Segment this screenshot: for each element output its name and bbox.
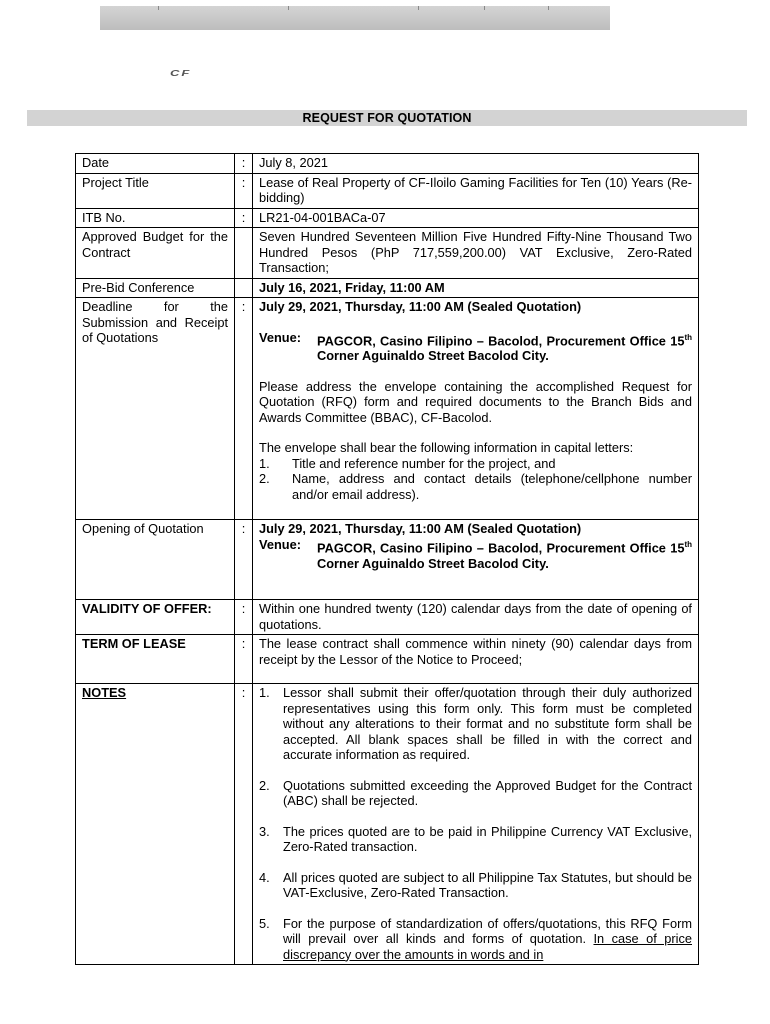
list-item: 1. Lessor shall submit their offer/quotation through their duly authorized representatives using this form only. This form must be completed without any alterations to their format and no substitute form shall be accepted. All blank spaces shall be filled in with the correct and accurate information as required. (259, 685, 692, 763)
opening-date: July 29, 2021, Thursday, 11:00 AM (Sealed Quotation) (259, 521, 582, 537)
header-bar (100, 6, 610, 30)
list-item: 1. Title and reference number for the project, and (259, 455, 556, 471)
label-itb-no: ITB No. (76, 208, 235, 228)
header-tick (288, 6, 289, 10)
venue-label: Venue: (259, 329, 301, 345)
list-item: 2. Name, address and contact details (telephone/cellphone number and/or email address). (259, 471, 692, 502)
value-deadline (253, 298, 699, 520)
label-deadline: Deadline for the Submission and Receipt of Quotations (76, 298, 235, 520)
header-tick (158, 6, 159, 10)
colon: : (235, 173, 253, 208)
row-notes (76, 684, 699, 965)
colon: : (235, 298, 253, 520)
list-item: 5. For the purpose of standardization of offers/quotations, this RFQ Form will prevail over all kinds and forms of quotation. In case of price discrepancy over the amounts in words and in (259, 915, 692, 962)
row-opening (76, 520, 699, 600)
value-opening (253, 520, 699, 600)
envelope-info-list (259, 456, 692, 503)
list-item: 3. The prices quoted are to be paid in Philippine Currency VAT Exclusive, Zero-Rated transaction. (259, 823, 692, 855)
colon-empty (235, 278, 253, 298)
logo-fragment: CF (170, 69, 192, 78)
rfq-table (75, 153, 699, 965)
label-notes: NOTES (76, 684, 235, 965)
document-title: REQUEST FOR QUOTATION (302, 111, 472, 125)
colon: : (235, 154, 253, 174)
value-abc: Seven Hundred Seventeen Million Five Hundred Fifty-Nine Thousand Two Hundred Pesos (PhP 717,559,200.00) VAT Exclusive, Zero-Rated Transaction; (253, 228, 699, 279)
label-prebid: Pre-Bid Conference (76, 278, 235, 298)
value-notes (253, 684, 699, 965)
value-validity: Within one hundred twenty (120) calendar days from the date of opening of quotations. (253, 600, 699, 635)
colon: : (235, 520, 253, 600)
label-date: Date (76, 154, 235, 174)
row-deadline (76, 298, 699, 520)
header-tick (548, 6, 549, 10)
colon: : (235, 635, 253, 684)
colon: : (235, 600, 253, 635)
colon: : (235, 684, 253, 965)
list-item: 2. Quotations submitted exceeding the Approved Budget for the Contract (ABC) shall be rejected. (259, 777, 692, 809)
value-itb-no: LR21-04-001BACa-07 (253, 208, 699, 228)
venue-label: Venue: (259, 536, 301, 552)
header-tick (484, 6, 485, 10)
label-opening: Opening of Quotation (76, 520, 235, 600)
title-band (27, 110, 747, 126)
venue-text: PAGCOR, Casino Filipino – Bacolod, Procurement Office 15th Corner Aguinaldo Street Bacolod City. (317, 332, 692, 364)
label-validity: VALIDITY OF OFFER: (76, 600, 235, 635)
label-term: TERM OF LEASE (76, 635, 235, 684)
envelope-instruction: Please address the envelope containing the accomplished Request for Quotation (RFQ) form and required documents to the Branch Bids and Awards Committee (BBAC), CF-Bacolod. (259, 378, 692, 425)
list-item: 4. All prices quoted are subject to all Philippine Tax Statutes, but should be VAT-Exclusive, Zero-Rated Transaction. (259, 869, 692, 901)
row-project-title (76, 173, 699, 208)
value-term: The lease contract shall commence within ninety (90) calendar days from receipt by the Lessor of the Notice to Proceed; (253, 635, 699, 684)
row-validity (76, 600, 699, 635)
label-project-title: Project Title (76, 173, 235, 208)
deadline-venue (259, 330, 692, 364)
header-tick (418, 6, 419, 10)
row-term (76, 635, 699, 684)
opening-venue (259, 537, 692, 571)
value-prebid: July 16, 2021, Friday, 11:00 AM (253, 278, 699, 298)
row-abc (76, 228, 699, 279)
envelope-info-intro: The envelope shall bear the following information in capital letters: (259, 440, 634, 456)
colon: : (235, 208, 253, 228)
notes-list (259, 685, 692, 962)
deadline-date: July 29, 2021, Thursday, 11:00 AM (Sealed Quotation) (259, 299, 582, 314)
value-date: July 8, 2021 (253, 154, 699, 174)
venue-text: PAGCOR, Casino Filipino – Bacolod, Procurement Office 15th Corner Aguinaldo Street Bacolod City. (317, 539, 692, 571)
colon-empty (235, 228, 253, 279)
label-abc: Approved Budget for the Contract (76, 228, 235, 279)
row-date (76, 154, 699, 174)
row-prebid (76, 278, 699, 298)
value-project-title: Lease of Real Property of CF-Iloilo Gaming Facilities for Ten (10) Years (Re-bidding) (253, 173, 699, 208)
row-itb-no (76, 208, 699, 228)
